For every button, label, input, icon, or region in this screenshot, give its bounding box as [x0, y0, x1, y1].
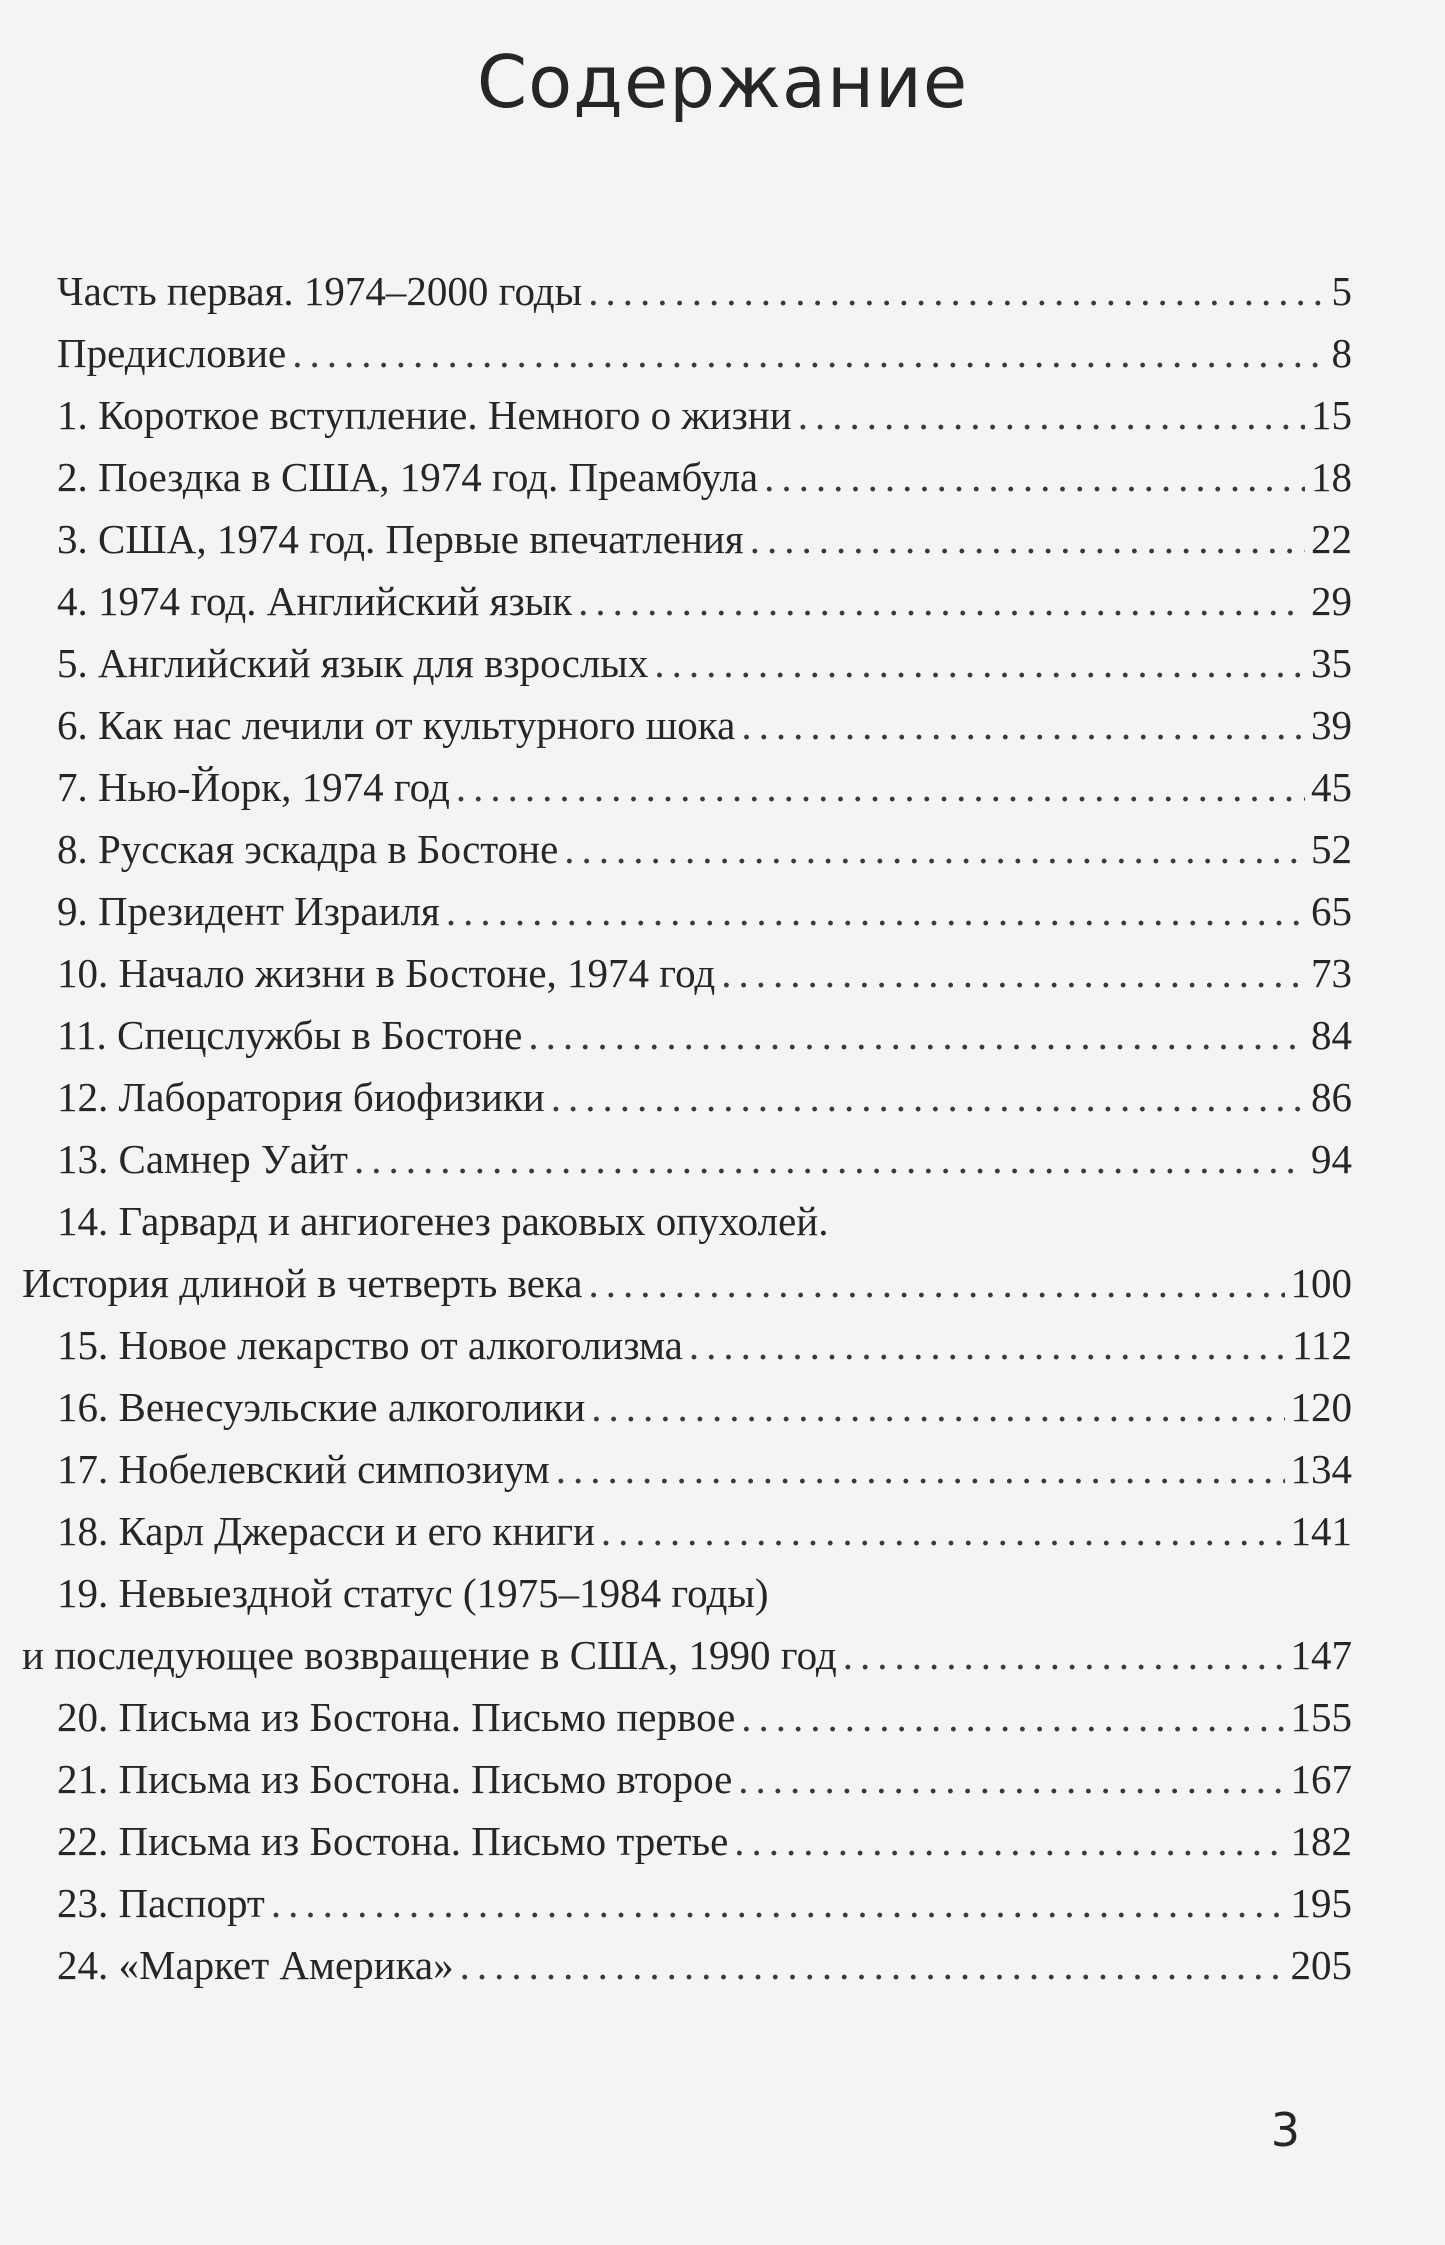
toc-entry — [57, 1379, 1352, 1435]
toc-entry-page: 195 — [1290, 1880, 1352, 1926]
toc-entry-title: 16. Венесуэльские алкоголики — [57, 1384, 586, 1430]
toc-entry-title: Часть первая. 1974–2000 годы — [57, 268, 583, 314]
toc-entry — [57, 1007, 1352, 1063]
toc-entry — [57, 1193, 1352, 1249]
toc-entry-title: 20. Письма из Бостона. Письмо первое — [57, 1694, 736, 1740]
dot-leader — [354, 1131, 1305, 1187]
dot-leader — [564, 821, 1305, 877]
toc-entry — [57, 1441, 1352, 1497]
toc-entry-title: 1. Короткое вступление. Немного о жизни — [57, 392, 792, 438]
toc-entry — [57, 263, 1352, 319]
dot-leader — [689, 1317, 1286, 1373]
toc-entry-page: 112 — [1292, 1322, 1352, 1368]
toc-entry-title: 19. Невыездной статус (1975–1984 годы) — [57, 1570, 769, 1616]
toc-entry — [57, 1317, 1352, 1373]
toc-entry — [57, 883, 1352, 939]
toc-entry — [57, 1875, 1352, 1931]
toc-entry-page: 39 — [1311, 702, 1352, 748]
toc-entry-page: 141 — [1290, 1508, 1352, 1554]
toc-entry-page: 45 — [1311, 764, 1352, 810]
dot-leader — [764, 449, 1305, 505]
dot-leader — [738, 1751, 1284, 1807]
dot-leader — [446, 883, 1305, 939]
toc-entry-page: 22 — [1311, 516, 1352, 562]
toc-entry-title: 21. Письма из Бостона. Письмо второе — [57, 1756, 733, 1802]
toc-entry — [57, 511, 1352, 567]
toc-entry-title: 13. Самнер Уайт — [57, 1136, 348, 1182]
toc-entry-title: и последующее возвращение в США, 1990 год — [22, 1632, 837, 1678]
dot-leader — [460, 1937, 1285, 1993]
toc-entry-page: 29 — [1311, 578, 1352, 624]
toc-entry-title: 8. Русская эскадра в Бостоне — [57, 826, 559, 872]
toc-entry-title: 22. Письма из Бостона. Письмо третье — [57, 1818, 729, 1864]
toc-entry-page: 8 — [1331, 330, 1352, 376]
toc-entry-title: 23. Паспорт — [57, 1880, 265, 1926]
dot-leader — [798, 387, 1305, 443]
toc-entry — [57, 1503, 1352, 1559]
toc-entry — [57, 1813, 1352, 1869]
toc-entry-title: 9. Президент Израиля — [57, 888, 440, 934]
toc-entry — [57, 1069, 1352, 1125]
toc-entry — [57, 821, 1352, 877]
dot-leader — [721, 945, 1305, 1001]
toc-entry — [22, 1255, 1352, 1311]
dot-leader — [588, 263, 1325, 319]
toc-entry — [57, 1937, 1352, 1993]
toc-entry — [57, 387, 1352, 443]
toc-entry-page: 84 — [1311, 1012, 1352, 1058]
toc-entry-page: 182 — [1290, 1818, 1352, 1864]
toc-entry-page: 86 — [1311, 1074, 1352, 1120]
dot-leader — [271, 1875, 1285, 1931]
toc-entry-title: 15. Новое лекарство от алкоголизма — [57, 1322, 683, 1368]
toc-entry — [57, 1689, 1352, 1745]
toc-entry-title: 11. Спецслужбы в Бостоне — [57, 1012, 523, 1058]
toc-entry-page: 15 — [1311, 392, 1352, 438]
toc-entry-title: 24. «Маркет Америка» — [57, 1942, 454, 1988]
toc-entry — [57, 325, 1352, 381]
dot-leader — [528, 1007, 1305, 1063]
toc-heading: Содержание — [476, 40, 969, 124]
toc-entry-page: 147 — [1290, 1632, 1352, 1678]
toc-entry-page: 35 — [1311, 640, 1352, 686]
toc-entry-title: 10. Начало жизни в Бостоне, 1974 год — [57, 950, 716, 996]
toc-entry-page: 120 — [1290, 1384, 1352, 1430]
toc-entry-title: 12. Лаборатория биофизики — [57, 1074, 545, 1120]
toc-entry-title: 5. Английский язык для взрослых — [57, 640, 649, 686]
toc-entry-title: 2. Поездка в США, 1974 год. Преамбула — [57, 454, 759, 500]
toc-entry — [57, 759, 1352, 815]
dot-leader — [601, 1503, 1285, 1559]
toc-entry-title: Предисловие — [57, 330, 287, 376]
dot-leader — [843, 1627, 1285, 1683]
toc-entry-page: 73 — [1311, 950, 1352, 996]
toc-entry-page: 134 — [1290, 1446, 1352, 1492]
toc-entry — [57, 573, 1352, 629]
dot-leader — [578, 573, 1305, 629]
dot-leader — [591, 1379, 1284, 1435]
toc-entry — [22, 1627, 1352, 1683]
toc-entry — [57, 1751, 1352, 1807]
toc-entry-page: 65 — [1311, 888, 1352, 934]
dot-leader — [551, 1069, 1305, 1125]
toc-entry-page: 100 — [1290, 1260, 1352, 1306]
dot-leader — [750, 511, 1305, 567]
dot-leader — [456, 759, 1305, 815]
toc-entry-page: 18 — [1311, 454, 1352, 500]
toc-entry — [57, 1565, 1352, 1621]
toc-entry-page: 205 — [1290, 1942, 1352, 1988]
toc-entry-page: 52 — [1311, 826, 1352, 872]
toc-entry-page: 167 — [1290, 1756, 1352, 1802]
toc-entry — [57, 945, 1352, 1001]
toc-entry-title: 3. США, 1974 год. Первые впечатления — [57, 516, 744, 562]
toc-entry-title: 18. Карл Джерасси и его книги — [57, 1508, 595, 1554]
dot-leader — [741, 1689, 1284, 1745]
toc-entry-title: 6. Как нас лечили от культурного шока — [57, 702, 736, 748]
toc-entry — [57, 635, 1352, 691]
dot-leader — [556, 1441, 1285, 1497]
toc-entry-title: 17. Нобелевский симпозиум — [57, 1446, 550, 1492]
toc-entry-title: 4. 1974 год. Английский язык — [57, 578, 573, 624]
toc-entry-title: 7. Нью-Йорк, 1974 год — [57, 764, 450, 810]
toc-entry-title: 14. Гарвард и ангиогенез раковых опухолей. — [57, 1198, 829, 1244]
toc-entry — [57, 1131, 1352, 1187]
toc-entry-page: 5 — [1331, 268, 1352, 314]
toc-entry-page: 155 — [1290, 1694, 1352, 1740]
toc-entry — [57, 449, 1352, 505]
page-number: 3 — [1270, 2103, 1300, 2157]
toc-entry — [57, 697, 1352, 753]
dot-leader — [654, 635, 1305, 691]
dot-leader — [734, 1813, 1284, 1869]
toc-entry-title: История длиной в четверть века — [22, 1260, 583, 1306]
dot-leader — [292, 325, 1325, 381]
dot-leader — [588, 1255, 1284, 1311]
toc-entry-page: 94 — [1311, 1136, 1352, 1182]
dot-leader — [741, 697, 1305, 753]
